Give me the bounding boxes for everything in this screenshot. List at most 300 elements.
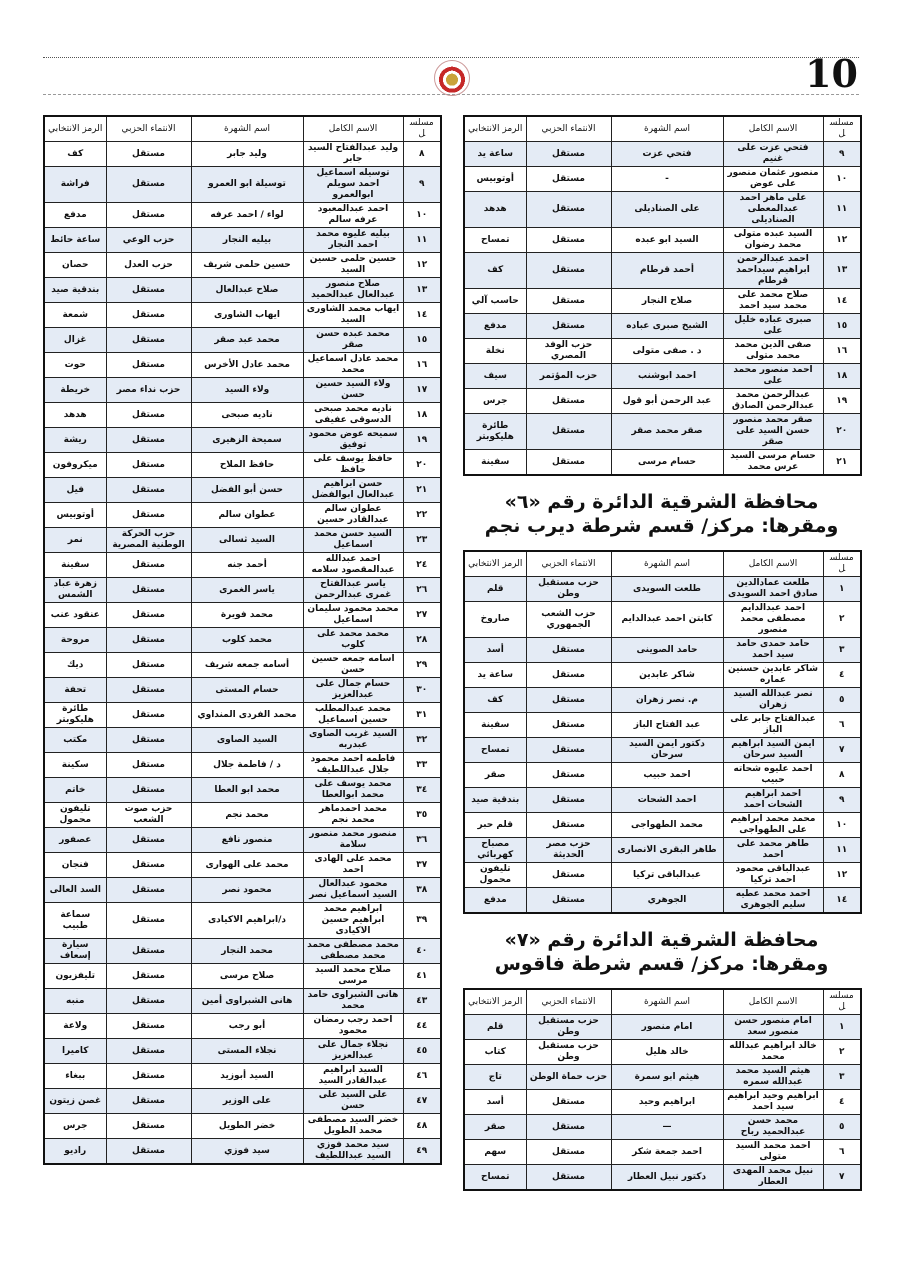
- table-row: [464, 253, 861, 289]
- cell-popular-name: محمد الطهواجى: [611, 813, 723, 838]
- table-row: [44, 328, 441, 353]
- cell-popular-name: عبد الفتاح الباز: [611, 713, 723, 738]
- cell-serial: ٤٦: [403, 1064, 441, 1089]
- cell-symbol: مدفع: [44, 203, 106, 228]
- cell-full-name: صبرى عباده خليل على: [723, 314, 823, 339]
- cell-full-name: وليد عبدالفتاح السيد جابر: [303, 142, 403, 167]
- column-header-popular-name: اسم الشهرة: [611, 551, 723, 577]
- cell-serial: ١: [823, 577, 861, 602]
- cell-party: مستقل: [526, 253, 611, 289]
- cell-serial: ١٧: [403, 378, 441, 403]
- table-row: [464, 1090, 861, 1115]
- cell-serial: ١٤: [403, 303, 441, 328]
- cell-serial: ٦: [823, 713, 861, 738]
- table-row: [464, 602, 861, 638]
- table-row: [44, 903, 441, 939]
- table-row: [464, 663, 861, 688]
- cell-popular-name: د / فاطمة جلال: [191, 753, 303, 778]
- table-row: [44, 778, 441, 803]
- cell-symbol: تاج: [464, 1065, 526, 1090]
- table-row: [44, 167, 441, 203]
- column-header-party: الانتماء الحزبي: [106, 116, 191, 142]
- cell-symbol: هدهد: [464, 192, 526, 228]
- cell-full-name: صفى الدين محمد محمد متولى: [723, 339, 823, 364]
- cell-party: مستقل: [106, 828, 191, 853]
- cell-symbol: سفينة: [464, 713, 526, 738]
- cell-symbol: قلم: [464, 1015, 526, 1040]
- table-row: [44, 453, 441, 478]
- cell-serial: ٤١: [403, 964, 441, 989]
- cell-symbol: حصان: [44, 253, 106, 278]
- cell-serial: ١٠: [823, 813, 861, 838]
- cell-full-name: خالد ابراهيم عبدالله محمد: [723, 1040, 823, 1065]
- cell-serial: ١٩: [403, 428, 441, 453]
- cell-full-name: على السيد على حسن: [303, 1089, 403, 1114]
- cell-serial: ٣٤: [403, 778, 441, 803]
- cell-full-name: فتحي عزت على غنيم: [723, 142, 823, 167]
- column-header-party: الانتماء الحزبي: [526, 989, 611, 1015]
- table-row: [464, 638, 861, 663]
- table-header-row: [464, 116, 861, 142]
- cell-serial: ١٣: [403, 278, 441, 303]
- cell-symbol: أسد: [464, 1090, 526, 1115]
- table-row: [464, 450, 861, 476]
- district7-subtitle: ومقرها: مركز/ قسم شرطة فاقوس: [494, 953, 829, 975]
- cell-party: حزب الحركة الوطنية المصرية: [106, 528, 191, 553]
- cell-full-name: اسامه جمعه حسين حسن: [303, 653, 403, 678]
- cell-popular-name: محمد ابو العطا: [191, 778, 303, 803]
- cell-full-name: ولاء السيد حسين حسن: [303, 378, 403, 403]
- cell-party: مستقل: [106, 203, 191, 228]
- cell-popular-name: محمد عبد صقر: [191, 328, 303, 353]
- cell-serial: ١٨: [823, 364, 861, 389]
- district6-heading: [463, 490, 860, 538]
- cell-serial: ٣٢: [403, 728, 441, 753]
- cell-full-name: امام منصور حسن منصور سعد: [723, 1015, 823, 1040]
- cell-popular-name: أحمد جنه: [191, 553, 303, 578]
- cell-symbol: مدفع: [464, 314, 526, 339]
- column-header-serial: مسلسل: [823, 116, 861, 142]
- cell-serial: ٨: [823, 763, 861, 788]
- cell-serial: ٢٠: [403, 453, 441, 478]
- cell-serial: ١٢: [823, 863, 861, 888]
- district6-title: محافظة الشرقية الدائرة رقم «٦»: [504, 491, 819, 513]
- table-row: [44, 1089, 441, 1114]
- cell-party: مستقل: [526, 1115, 611, 1140]
- cell-full-name: حامد حمدى حامد سيد احمد: [723, 638, 823, 663]
- cell-serial: ٧: [823, 1165, 861, 1191]
- column-header-serial: مسلسل: [403, 116, 441, 142]
- cell-serial: ١٢: [403, 253, 441, 278]
- cell-serial: ١١: [823, 192, 861, 228]
- cell-full-name: احمد عبدالرحمن ابراهيم سيداحمد قرطام: [723, 253, 823, 289]
- cell-symbol: مصباح كهربائي: [464, 838, 526, 863]
- cell-serial: ٢٩: [403, 653, 441, 678]
- table-row: [44, 478, 441, 503]
- cell-symbol: سماعة طبيب: [44, 903, 106, 939]
- table-row: [464, 314, 861, 339]
- table-row: [44, 964, 441, 989]
- cell-party: مستقل: [526, 314, 611, 339]
- cell-serial: ٥: [823, 688, 861, 713]
- table-row: [44, 728, 441, 753]
- cell-symbol: غصن زيتون: [44, 1089, 106, 1114]
- cell-popular-name: عبدالباقى تركيا: [611, 863, 723, 888]
- cell-serial: ٤: [823, 663, 861, 688]
- table-row: [44, 553, 441, 578]
- table-row: [44, 1064, 441, 1089]
- cell-serial: ١١: [823, 838, 861, 863]
- table-row: [464, 1165, 861, 1191]
- cell-party: مستقل: [526, 1165, 611, 1191]
- table-row: [44, 278, 441, 303]
- cell-full-name: خضر السيد مصطفى محمد الطويل: [303, 1114, 403, 1139]
- cell-party: حزب مستقبل وطن: [526, 577, 611, 602]
- cell-full-name: احمد رجب رمضان محمود: [303, 1014, 403, 1039]
- cell-popular-name: خالد هليل: [611, 1040, 723, 1065]
- cell-party: مستقل: [526, 228, 611, 253]
- cell-full-name: ابراهيم محمد ابراهيم حسين الاكيادى: [303, 903, 403, 939]
- cell-serial: ٢١: [403, 478, 441, 503]
- cell-symbol: ديك: [44, 653, 106, 678]
- cell-symbol: تليفزيون: [44, 964, 106, 989]
- cell-popular-name: محمد عادل الأخرس: [191, 353, 303, 378]
- cell-party: مستقل: [526, 450, 611, 476]
- cell-popular-name: حسين حلمى شريف: [191, 253, 303, 278]
- cell-party: مستقل: [526, 192, 611, 228]
- cell-full-name: السيد ابراهيم عبدالقادر السيد: [303, 1064, 403, 1089]
- cell-serial: ٤٣: [403, 989, 441, 1014]
- cell-serial: ٧: [823, 738, 861, 763]
- cell-popular-name: صلاح عبدالعال: [191, 278, 303, 303]
- cell-full-name: محمد احمدماهر محمد نجم: [303, 803, 403, 828]
- table-row: [464, 888, 861, 914]
- column-header-full-name: الاسم الكامل: [723, 116, 823, 142]
- cell-serial: ٢: [823, 602, 861, 638]
- table-row: [464, 863, 861, 888]
- cell-serial: ٣٨: [403, 878, 441, 903]
- cell-symbol: شمعة: [44, 303, 106, 328]
- cell-full-name: صلاح محمد السيد مرسى: [303, 964, 403, 989]
- cell-full-name: طاهر محمد على احمد: [723, 838, 823, 863]
- cell-popular-name: —: [611, 1115, 723, 1140]
- cell-party: مستقل: [526, 142, 611, 167]
- cell-symbol: عنقود عنب: [44, 603, 106, 628]
- cell-full-name: صقر محمد منصور حسن السيد على صقر: [723, 414, 823, 450]
- table-row: [464, 389, 861, 414]
- cell-symbol: حوت: [44, 353, 106, 378]
- cell-serial: ١٨: [403, 403, 441, 428]
- table-row: [44, 353, 441, 378]
- cell-party: مستقل: [106, 964, 191, 989]
- cell-full-name: محمد محمد على كلوب: [303, 628, 403, 653]
- cell-symbol: فيل: [44, 478, 106, 503]
- column-header-party: الانتماء الحزبي: [526, 116, 611, 142]
- cell-serial: ١٠: [403, 203, 441, 228]
- cell-serial: ٤٤: [403, 1014, 441, 1039]
- cell-party: مستقل: [526, 688, 611, 713]
- cell-party: مستقل: [106, 628, 191, 653]
- cell-party: مستقل: [106, 778, 191, 803]
- cell-symbol: تمساح: [464, 1165, 526, 1191]
- cell-party: مستقل: [106, 278, 191, 303]
- cell-serial: ٤٧: [403, 1089, 441, 1114]
- cell-full-name: صلاح منصور عبدالعال عبدالحميد: [303, 278, 403, 303]
- cell-popular-name: -: [611, 167, 723, 192]
- cell-serial: ٢٨: [403, 628, 441, 653]
- cell-party: مستقل: [106, 142, 191, 167]
- table-row: [464, 577, 861, 602]
- cell-serial: ٨: [403, 142, 441, 167]
- cell-serial: ١٦: [403, 353, 441, 378]
- cell-party: حزب مصر الحديثة: [526, 838, 611, 863]
- cell-serial: ٢٤: [403, 553, 441, 578]
- cell-symbol: تحفة: [44, 678, 106, 703]
- cell-party: مستقل: [526, 1090, 611, 1115]
- cell-popular-name: صلاح النجار: [611, 289, 723, 314]
- table-row: [44, 803, 441, 828]
- page-number: 10: [805, 51, 858, 96]
- cell-serial: ٣: [823, 638, 861, 663]
- cell-party: مستقل: [106, 653, 191, 678]
- cell-symbol: تليفون محمول: [464, 863, 526, 888]
- cell-party: مستقل: [526, 663, 611, 688]
- cell-full-name: صلاح محمد على محمد سيد احمد: [723, 289, 823, 314]
- cell-popular-name: على الوزير: [191, 1089, 303, 1114]
- cell-serial: ٩: [823, 142, 861, 167]
- cell-full-name: احمد عبدالله عبدالمقصود سلامه: [303, 553, 403, 578]
- cell-symbol: كاميرا: [44, 1039, 106, 1064]
- cell-full-name: ياسر عبدالفتاح غمرى عبدالرحمن: [303, 578, 403, 603]
- cell-party: مستقل: [106, 303, 191, 328]
- cell-full-name: بيليه عليوه محمد احمد النجار: [303, 228, 403, 253]
- cell-symbol: كف: [44, 142, 106, 167]
- cell-serial: ٤: [823, 1090, 861, 1115]
- cell-party: مستقل: [106, 403, 191, 428]
- table-header-row: [464, 551, 861, 577]
- cell-symbol: ساعة يد: [464, 142, 526, 167]
- right-column: [463, 115, 860, 1211]
- cell-party: مستقل: [526, 389, 611, 414]
- cell-serial: ٢٢: [403, 503, 441, 528]
- district7-title: محافظة الشرقية الدائرة رقم «٧»: [504, 929, 819, 951]
- table-row: [464, 167, 861, 192]
- cell-symbol: تليفون محمول: [44, 803, 106, 828]
- cell-symbol: زهرة عباد الشمس: [44, 578, 106, 603]
- cell-full-name: احمد عليوه شحاته حبيب: [723, 763, 823, 788]
- cell-full-name: احمد محمد السيد متولى: [723, 1140, 823, 1165]
- table-row: [44, 939, 441, 964]
- cell-full-name: فاطمه احمد محمود جلال عبداللطيف: [303, 753, 403, 778]
- cell-full-name: ايهاب محمد الشاورى السيد: [303, 303, 403, 328]
- cell-party: مستقل: [106, 328, 191, 353]
- table-row: [44, 753, 441, 778]
- table-row: [464, 1065, 861, 1090]
- table-row: [464, 713, 861, 738]
- table-row: [44, 678, 441, 703]
- cell-symbol: تمساح: [464, 738, 526, 763]
- cell-party: حزب حماة الوطن: [526, 1065, 611, 1090]
- column-header-full-name: الاسم الكامل: [303, 116, 403, 142]
- cell-symbol: خاتم: [44, 778, 106, 803]
- cell-party: مستقل: [106, 353, 191, 378]
- cell-popular-name: الجوهري: [611, 888, 723, 914]
- cell-popular-name: محمد على الهوارى: [191, 853, 303, 878]
- cell-symbol: كف: [464, 688, 526, 713]
- cell-popular-name: د/ابراهيم الاكيادى: [191, 903, 303, 939]
- cell-full-name: احمد منصور محمد على: [723, 364, 823, 389]
- table-row: [44, 228, 441, 253]
- cell-serial: ٣٥: [403, 803, 441, 828]
- table-row: [464, 339, 861, 364]
- cell-popular-name: حافظ الملاح: [191, 453, 303, 478]
- cell-party: مستقل: [106, 903, 191, 939]
- cell-popular-name: شاكر عابدين: [611, 663, 723, 688]
- cell-serial: ١٣: [823, 253, 861, 289]
- cell-party: مستقل: [526, 167, 611, 192]
- cell-party: مستقل: [106, 578, 191, 603]
- cell-popular-name: لواء / احمد عرفه: [191, 203, 303, 228]
- cell-party: حزب المؤتمر: [526, 364, 611, 389]
- cell-symbol: أوتوبيس: [464, 167, 526, 192]
- table-row: [464, 364, 861, 389]
- cell-symbol: راديو: [44, 1139, 106, 1165]
- table-row: [44, 703, 441, 728]
- cell-popular-name: عطوان سالم: [191, 503, 303, 528]
- table-row: [44, 653, 441, 678]
- cell-serial: ١٤: [823, 289, 861, 314]
- cell-serial: ١٥: [403, 328, 441, 353]
- cell-symbol: بندقية صيد: [44, 278, 106, 303]
- cell-popular-name: ناديه صبحى: [191, 403, 303, 428]
- cell-party: حزب الشعب الجمهوري: [526, 602, 611, 638]
- cell-popular-name: محمد فويرة: [191, 603, 303, 628]
- cell-popular-name: محمد النجار: [191, 939, 303, 964]
- cell-party: مستقل: [526, 738, 611, 763]
- cell-party: حزب الوفد المصري: [526, 339, 611, 364]
- cell-symbol: ريشة: [44, 428, 106, 453]
- cell-full-name: حسام جمال على عبدالعزيز: [303, 678, 403, 703]
- cell-serial: ٥: [823, 1115, 861, 1140]
- cell-serial: ١٩: [823, 389, 861, 414]
- cell-full-name: محمد حسن عبدالحميد رباح: [723, 1115, 823, 1140]
- cell-serial: ٤٥: [403, 1039, 441, 1064]
- table-row: [44, 428, 441, 453]
- cell-symbol: السد العالى: [44, 878, 106, 903]
- column-header-full-name: الاسم الكامل: [723, 551, 823, 577]
- cell-serial: ٩: [823, 788, 861, 813]
- cell-serial: ١: [823, 1015, 861, 1040]
- cell-popular-name: امام منصور: [611, 1015, 723, 1040]
- cell-popular-name: منصور نافع: [191, 828, 303, 853]
- cell-symbol: أسد: [464, 638, 526, 663]
- table-row: [44, 989, 441, 1014]
- district6-candidates-table: [463, 550, 862, 914]
- cell-serial: ٣: [823, 1065, 861, 1090]
- cell-full-name: على ماهر احمد عبدالمعطى الصناديلى: [723, 192, 823, 228]
- cell-popular-name: هانى الشبراوى أمين: [191, 989, 303, 1014]
- cell-party: مستقل: [106, 167, 191, 203]
- column-header-symbol: الرمز الانتخابي: [44, 116, 106, 142]
- cell-serial: ١١: [403, 228, 441, 253]
- cell-full-name: نجلاء جمال على عبدالعزيز: [303, 1039, 403, 1064]
- cell-serial: ٣١: [403, 703, 441, 728]
- cell-party: مستقل: [106, 878, 191, 903]
- cell-serial: ٢٦: [403, 578, 441, 603]
- column-header-symbol: الرمز الانتخابي: [464, 551, 526, 577]
- egypt-emblem-logo: [434, 60, 470, 96]
- cell-party: مستقل: [526, 289, 611, 314]
- cell-party: مستقل: [526, 713, 611, 738]
- table-row: [44, 503, 441, 528]
- table-header-row: [464, 989, 861, 1015]
- district7-candidates-table: [463, 988, 862, 1191]
- cell-full-name: ناديه محمد صبحى الدسوقى عفيفى: [303, 403, 403, 428]
- cell-party: مستقل: [106, 678, 191, 703]
- cell-party: مستقل: [526, 638, 611, 663]
- cell-full-name: محمد محمد ابراهيم على الطهواجى: [723, 813, 823, 838]
- cell-popular-name: أبو رجب: [191, 1014, 303, 1039]
- cell-full-name: محمد على الهادى احمد: [303, 853, 403, 878]
- cell-symbol: بندقية صيد: [464, 788, 526, 813]
- cell-party: مستقل: [106, 453, 191, 478]
- column-header-symbol: الرمز الانتخابي: [464, 116, 526, 142]
- table-row: [44, 403, 441, 428]
- cell-popular-name: احمد ابوشنب: [611, 364, 723, 389]
- cell-full-name: السيد حسن محمد اسماعيل: [303, 528, 403, 553]
- table-row: [464, 1015, 861, 1040]
- cell-serial: ٩: [403, 167, 441, 203]
- cell-serial: ٦: [823, 1140, 861, 1165]
- cell-full-name: منصور عثمان منصور على عوض: [723, 167, 823, 192]
- cell-symbol: فراشة: [44, 167, 106, 203]
- cell-party: مستقل: [106, 703, 191, 728]
- table-row: [44, 878, 441, 903]
- cell-symbol: صاروخ: [464, 602, 526, 638]
- column-header-full-name: الاسم الكامل: [723, 989, 823, 1015]
- cell-symbol: ميكروفون: [44, 453, 106, 478]
- cell-full-name: عبدالرحمن محمد عبدالرحمن الصادق: [723, 389, 823, 414]
- cell-full-name: طلعت عمادالدين صادق احمد السويدى: [723, 577, 823, 602]
- candidates-table-right: [463, 115, 862, 476]
- cell-popular-name: احمد الشحات: [611, 788, 723, 813]
- cell-full-name: حسين حلمى حسين السيد: [303, 253, 403, 278]
- table-row: [44, 142, 441, 167]
- cell-full-name: محمد عادل اسماعيل محمد: [303, 353, 403, 378]
- cell-full-name: محمد عبده حسن صقر: [303, 328, 403, 353]
- cell-symbol: مدفع: [464, 888, 526, 914]
- cell-serial: ٤٩: [403, 1139, 441, 1165]
- cell-popular-name: م. نصر زهران: [611, 688, 723, 713]
- cell-serial: ٣٩: [403, 903, 441, 939]
- cell-party: حزب العدل: [106, 253, 191, 278]
- cell-popular-name: ابراهيم وحيد: [611, 1090, 723, 1115]
- cell-party: مستقل: [106, 753, 191, 778]
- table-row: [44, 528, 441, 553]
- cell-full-name: حافظ يوسف على حافظ: [303, 453, 403, 478]
- cell-popular-name: دكتور ايمن السيد سرحان: [611, 738, 723, 763]
- cell-serial: ٢٠: [823, 414, 861, 450]
- cell-party: مستقل: [526, 863, 611, 888]
- cell-symbol: نخلة: [464, 339, 526, 364]
- column-header-serial: مسلسل: [823, 551, 861, 577]
- cell-party: مستقل: [106, 1139, 191, 1165]
- cell-popular-name: فتحي عزت: [611, 142, 723, 167]
- cell-full-name: منصور محمد منصور سلامة: [303, 828, 403, 853]
- cell-full-name: محمد محمود سليمان اسماعيل: [303, 603, 403, 628]
- table-row: [44, 378, 441, 403]
- cell-popular-name: حسام المستى: [191, 678, 303, 703]
